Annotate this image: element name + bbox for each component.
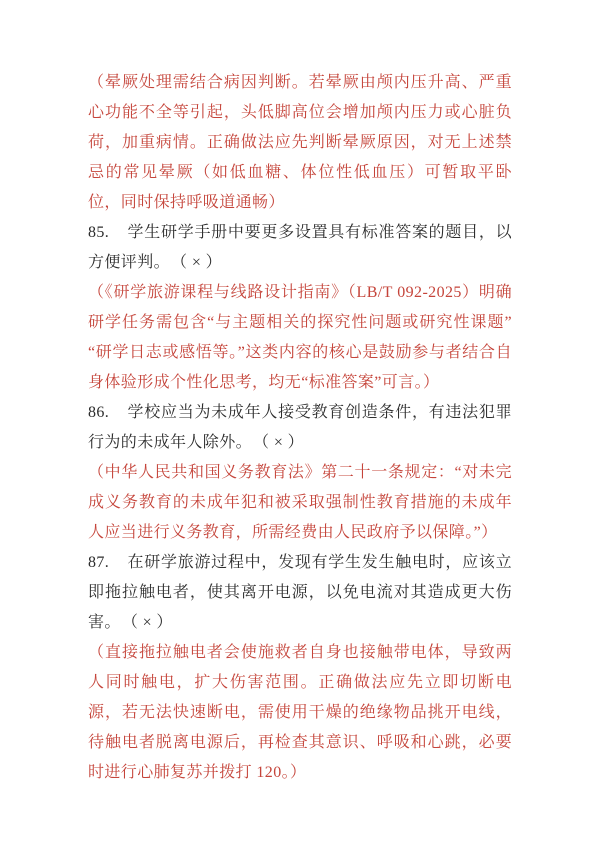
explanation-paragraph-85: （《研学旅游课程与线路设计指南》（LB/T 092-2025）明确研学任务需包含“与主题相关的探究性问题或研究性课题”“研学日志或感悟等。”这类内容的核心是鼓励参与者结合自身体验形成个性化思考，均无“标准答案”可言。）: [88, 284, 512, 391]
explanation-paragraph-86: （中华人民共和国义务教育法》第二十一条规定：“对未完成义务教育的未成年犯和被采取强制性教育措施的未成年人应当进行义务教育，所需经费由人民政府予以保障。”）: [88, 464, 512, 541]
answer-mark: （ × ）: [179, 254, 223, 271]
answer-mark: （ × ）: [261, 434, 305, 451]
question-text: 学生研学手册中要更多设置具有标准答案的题目，以方便评判。: [88, 224, 512, 271]
question-number: 86.: [88, 404, 110, 421]
question-paragraph-87: [88, 548, 512, 638]
question-number: 85.: [88, 224, 110, 241]
question-paragraph-85: [88, 218, 512, 278]
question-paragraph-86: [88, 398, 512, 458]
question-text: 在研学旅游过程中，发现有学生发生触电时，应该立即拖拉触电者，使其离开电源，以免电流对其造成更大伤害。: [88, 554, 512, 631]
explanation-paragraph-84: （晕厥处理需结合病因判断。若晕厥由颅内压升高、严重心功能不全等引起，头低脚高位会增加颅内压力或心脏负荷，加重病情。正确做法应先判断晕厥原因，对无上述禁忌的常见晕厥（如低血糖、体位性低血压）可暂取平卧位，同时保持呼吸道通畅）: [88, 74, 512, 211]
question-number: 87.: [88, 554, 110, 571]
explanation-paragraph-87: （直接拖拉触电者会使施救者自身也接触带电体，导致两人同时触电，扩大伤害范围。正确做法应先立即切断电源，若无法快速断电，需使用干燥的绝缘物品挑开电线，待触电者脱离电源后，再检查其意识、呼吸和心跳，必要时进行心肺复苏并拨打 120。）: [88, 644, 512, 781]
answer-mark: （ × ）: [129, 614, 173, 631]
question-text: 学校应当为未成年人接受教育创造条件，有违法犯罪行为的未成年人除外。: [88, 404, 512, 451]
